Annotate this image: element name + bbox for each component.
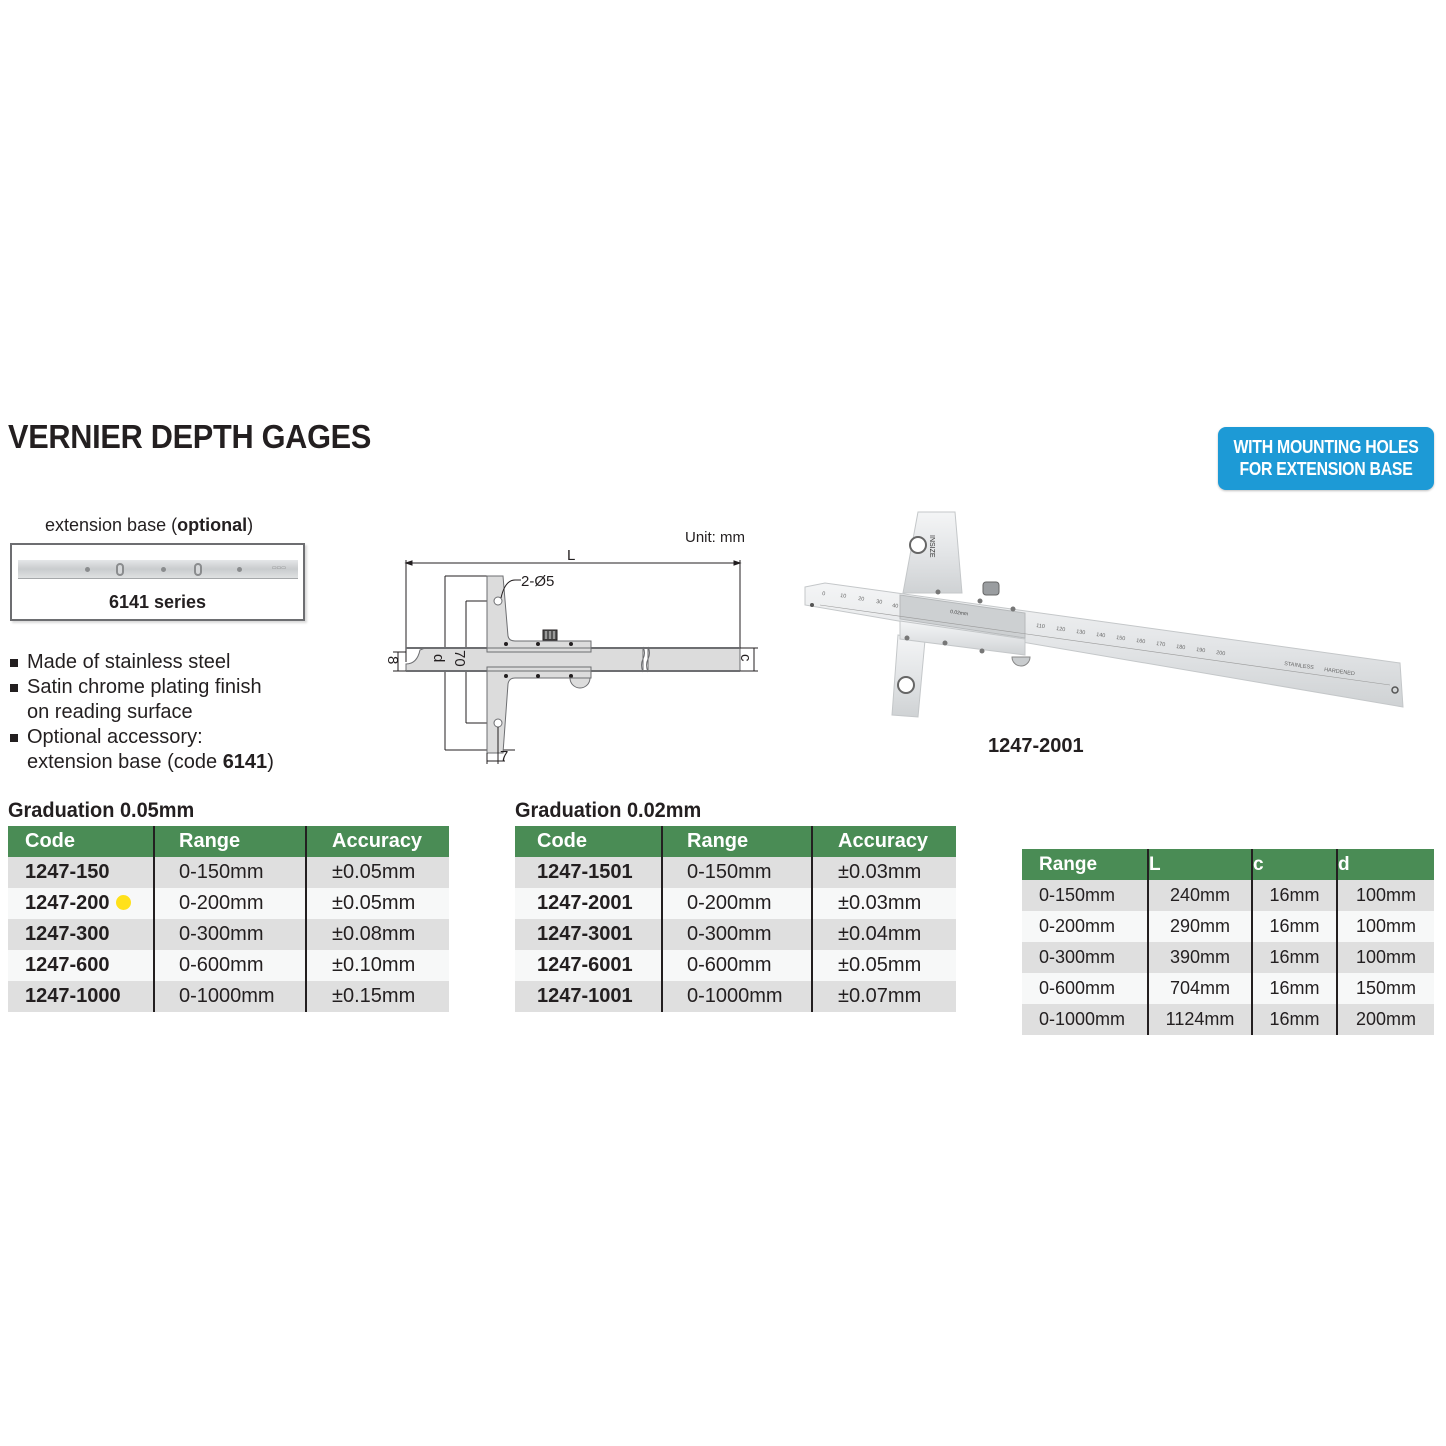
mounting-holes-badge (1218, 427, 1434, 490)
table-header-row (515, 826, 956, 857)
brand-mark: INSIZE (928, 535, 935, 558)
extension-base-box (10, 543, 305, 621)
svg-text:20: 20 (857, 596, 865, 603)
brand-mark: ▭▭▭ (271, 565, 286, 571)
svg-text:120: 120 (1055, 626, 1066, 634)
table-row: 0-600mm 704mm 16mm 150mm (1022, 973, 1434, 1004)
table-row: 1247-2001 0-200mm ±0.03mm (515, 888, 956, 919)
c-label: c (737, 654, 754, 662)
header-code: Code (8, 826, 154, 857)
svg-text:10: 10 (839, 593, 847, 600)
svg-text:140: 140 (1095, 632, 1106, 640)
badge-line-1: WITH MOUNTING HOLES (1233, 437, 1419, 457)
svg-text:180: 180 (1175, 644, 1186, 652)
header-code: Code (515, 826, 662, 857)
svg-text:30: 30 (875, 599, 883, 606)
header-c: c (1252, 849, 1337, 880)
svg-text:STAINLESS: STAINLESS (1283, 661, 1315, 672)
table-row: 0-1000mm 1124mm 16mm 200mm (1022, 1004, 1434, 1035)
svg-text:160: 160 (1135, 638, 1146, 646)
table-row: 1247-3001 0-300mm ±0.04mm (515, 919, 956, 950)
header-d: d (1337, 849, 1434, 880)
graduation-005-table (8, 826, 449, 1012)
mounting-slot-icon (194, 563, 202, 576)
svg-text:40: 40 (891, 603, 899, 610)
dimensions-table (1022, 849, 1434, 1035)
optional-label: optional (177, 515, 248, 535)
table-header-row (1022, 849, 1434, 880)
hole-icon (237, 567, 242, 572)
vernier-label: 0.02mm (949, 609, 969, 618)
svg-text:0: 0 (821, 591, 826, 598)
seventy-label: 70 (451, 650, 468, 667)
graduation-002-table (515, 826, 956, 1012)
holes-label: 2-Ø5 (521, 573, 555, 590)
svg-text:150: 150 (1115, 635, 1126, 643)
header-range: Range (662, 826, 812, 857)
table-row: 1247-300 0-300mm ±0.08mm (8, 919, 449, 950)
product-photo (800, 505, 1410, 725)
hole-icon (85, 567, 90, 572)
header-l: L (1148, 849, 1252, 880)
feature-item: Optional accessory: extension base (code 6141) (10, 725, 274, 775)
table-row: 0-150mm 240mm 16mm 100mm (1022, 880, 1434, 911)
table-row: 0-200mm 290mm 16mm 100mm (1022, 911, 1434, 942)
table-header-row (8, 826, 449, 857)
table-row: 1247-1001 0-1000mm ±0.07mm (515, 981, 956, 1012)
page-title: VERNIER DEPTH GAGES (8, 418, 372, 455)
svg-text:HARDENED: HARDENED (1323, 667, 1356, 678)
header-range: Range (1022, 849, 1148, 880)
svg-text:130: 130 (1075, 629, 1086, 637)
table-row: 1247-1501 0-150mm ±0.03mm (515, 857, 956, 888)
badge-line-2: FOR EXTENSION BASE (1239, 459, 1413, 479)
svg-text:170: 170 (1155, 641, 1166, 649)
feature-item: Satin chrome plating finish on reading surface (10, 675, 274, 725)
graduation-002-title: Graduation 0.02mm (515, 799, 702, 822)
header-range: Range (154, 826, 306, 857)
svg-text:190: 190 (1195, 647, 1206, 655)
highlight-dot-icon (116, 895, 131, 910)
header-accuracy: Accuracy (812, 826, 956, 857)
hole-icon (161, 567, 166, 572)
table-row: 1247-200 0-200mm ±0.05mm (8, 888, 449, 919)
table-row: 1247-600 0-600mm ±0.10mm (8, 950, 449, 981)
table-row: 1247-1000 0-1000mm ±0.15mm (8, 981, 449, 1012)
seven-label: 7 (500, 748, 509, 765)
photo-caption: 1247-2001 (988, 735, 1084, 757)
graduation-005-title: Graduation 0.05mm (8, 799, 195, 822)
extension-base-caption: extension base (optional) (45, 515, 254, 535)
unit-label: Unit: mm (685, 529, 745, 546)
table-row: 1247-150 0-150mm ±0.05mm (8, 857, 449, 888)
eight-label: 8 (384, 656, 401, 665)
svg-text:110: 110 (1035, 623, 1046, 631)
extension-base-label: 6141 series (108, 592, 207, 612)
feature-item: Made of stainless steel (10, 650, 274, 675)
feature-list (10, 650, 274, 775)
mounting-slot-icon (116, 563, 124, 576)
d-label: d (430, 654, 447, 663)
technical-drawing (375, 540, 765, 770)
header-accuracy: Accuracy (306, 826, 449, 857)
svg-text:200: 200 (1215, 650, 1226, 658)
extension-base-image (18, 560, 298, 579)
length-label: L (567, 547, 576, 564)
table-row: 0-300mm 390mm 16mm 100mm (1022, 942, 1434, 973)
table-row: 1247-6001 0-600mm ±0.05mm (515, 950, 956, 981)
